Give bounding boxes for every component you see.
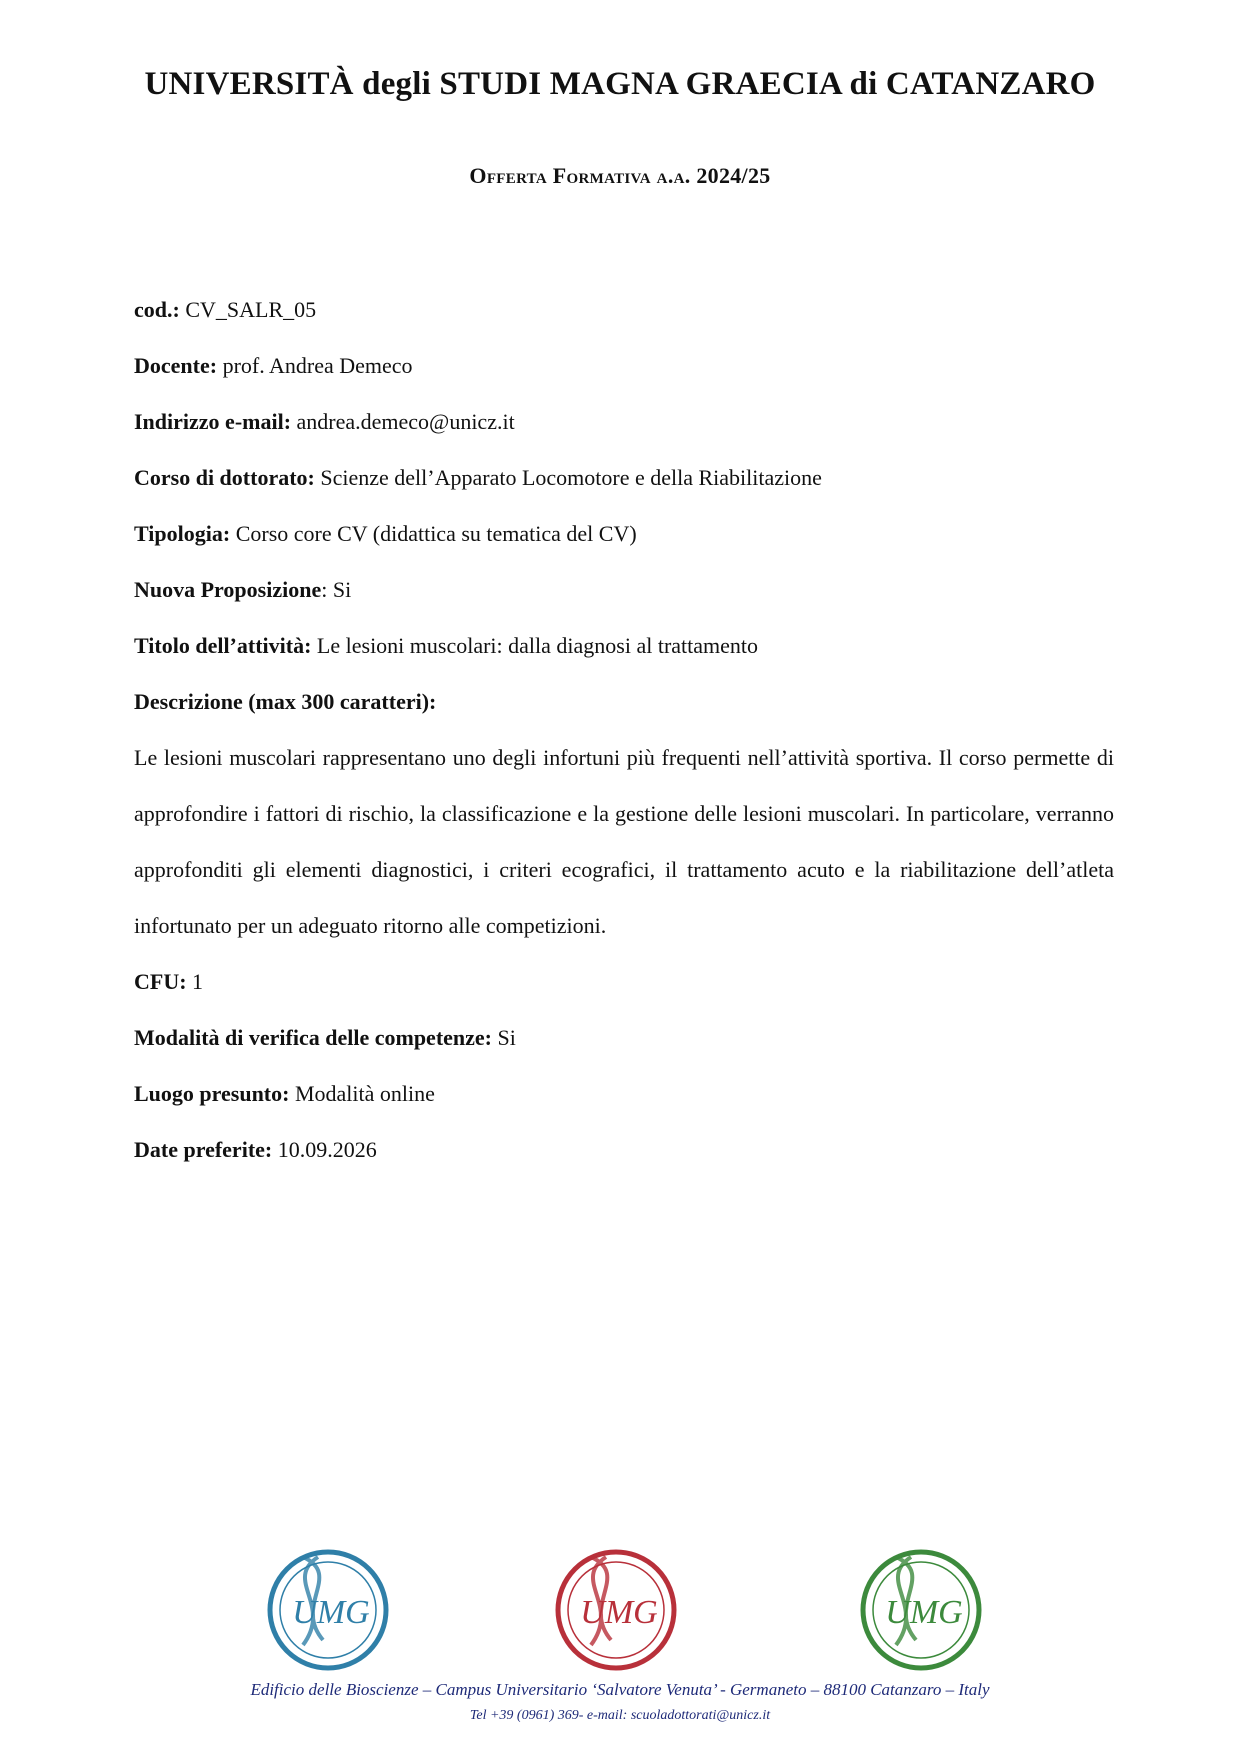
field-label: cod.:: [134, 297, 180, 322]
description-text: Le lesioni muscolari rappresentano uno degli infortuni più frequenti nell’attività sportiva. Il corso permette di approfondire i fattori di rischio, la classificazione e la gestione delle lesioni muscolari. In particolare, verranno approfonditi gli elementi diagnostici, i criteri ecografici, il trattamento acuto e la riabilitazione dell’atleta infortunato per un adeguato ritorno alle competizioni.: [134, 745, 1114, 938]
field-descrizione: [134, 688, 1114, 716]
field-label: Indirizzo e-mail:: [134, 409, 292, 434]
university-title: UNIVERSITÀ degli STUDI MAGNA GRAECIA di CATANZARO: [144, 66, 1096, 102]
field-value: 10.09.2026: [272, 1137, 377, 1162]
field-label: Titolo dell’attività:: [134, 633, 312, 658]
umg-logo-green-icon: [856, 1545, 986, 1675]
course-fields: [134, 296, 1114, 1192]
field-tipologia: [134, 520, 1114, 548]
field-value[interactable]: andrea.demeco@unicz.it: [291, 409, 515, 434]
field-value: CV_SALR_05: [179, 297, 317, 322]
field-nuova-proposizione: [134, 576, 1114, 604]
field-label: Descrizione (max 300 caratteri):: [134, 689, 437, 714]
field-value: Le lesioni muscolari: dalla diagnosi al trattamento: [311, 633, 759, 658]
field-titolo: [134, 632, 1114, 660]
field-value: : Si: [321, 577, 352, 602]
field-date: [134, 1136, 1114, 1164]
field-corso: [134, 464, 1114, 492]
offer-title: Offerta Formativa a.a. 2024/25: [469, 163, 771, 188]
field-cfu: [134, 968, 1114, 996]
field-label: Docente:: [134, 353, 218, 378]
field-verifica: [134, 1024, 1114, 1052]
svg-text:UMG: UMG: [580, 1594, 658, 1631]
umg-logo-blue-icon: [263, 1545, 393, 1675]
field-docente: [134, 352, 1114, 380]
field-label: Modalità di verifica delle competenze:: [134, 1025, 493, 1050]
field-value: 1: [186, 969, 204, 994]
field-value: Si: [492, 1025, 516, 1050]
footer-logos: [0, 1545, 1240, 1685]
svg-text:UMG: UMG: [885, 1594, 963, 1631]
field-value: Corso core CV (didattica su tematica del CV): [230, 521, 637, 546]
field-label: Date preferite:: [134, 1137, 273, 1162]
field-value: Scienze dell’Apparato Locomotore e della Riabilitazione: [314, 465, 822, 490]
field-label: CFU:: [134, 969, 187, 994]
footer-address: Edificio delle Bioscienze – Campus Universitario ‘Salvatore Venuta’ - Germaneto – 88100 Catanzaro – Italy: [250, 1680, 990, 1699]
description-block: [134, 730, 1114, 954]
field-luogo: [134, 1080, 1114, 1108]
field-value: Modalità online: [289, 1081, 435, 1106]
field-cod: [134, 296, 1114, 324]
svg-text:UMG: UMG: [292, 1594, 370, 1631]
field-label: Tipologia:: [134, 521, 231, 546]
field-label: Corso di dottorato:: [134, 465, 315, 490]
field-label: Luogo presunto:: [134, 1081, 290, 1106]
field-email: [134, 408, 1114, 436]
field-value: prof. Andrea Demeco: [217, 353, 413, 378]
field-label: Nuova Proposizione: [134, 577, 322, 602]
footer-contact: Tel +39 (0961) 369- e-mail: scuoladottorati@unicz.it: [469, 1708, 771, 1723]
umg-logo-red-icon: [551, 1545, 681, 1675]
